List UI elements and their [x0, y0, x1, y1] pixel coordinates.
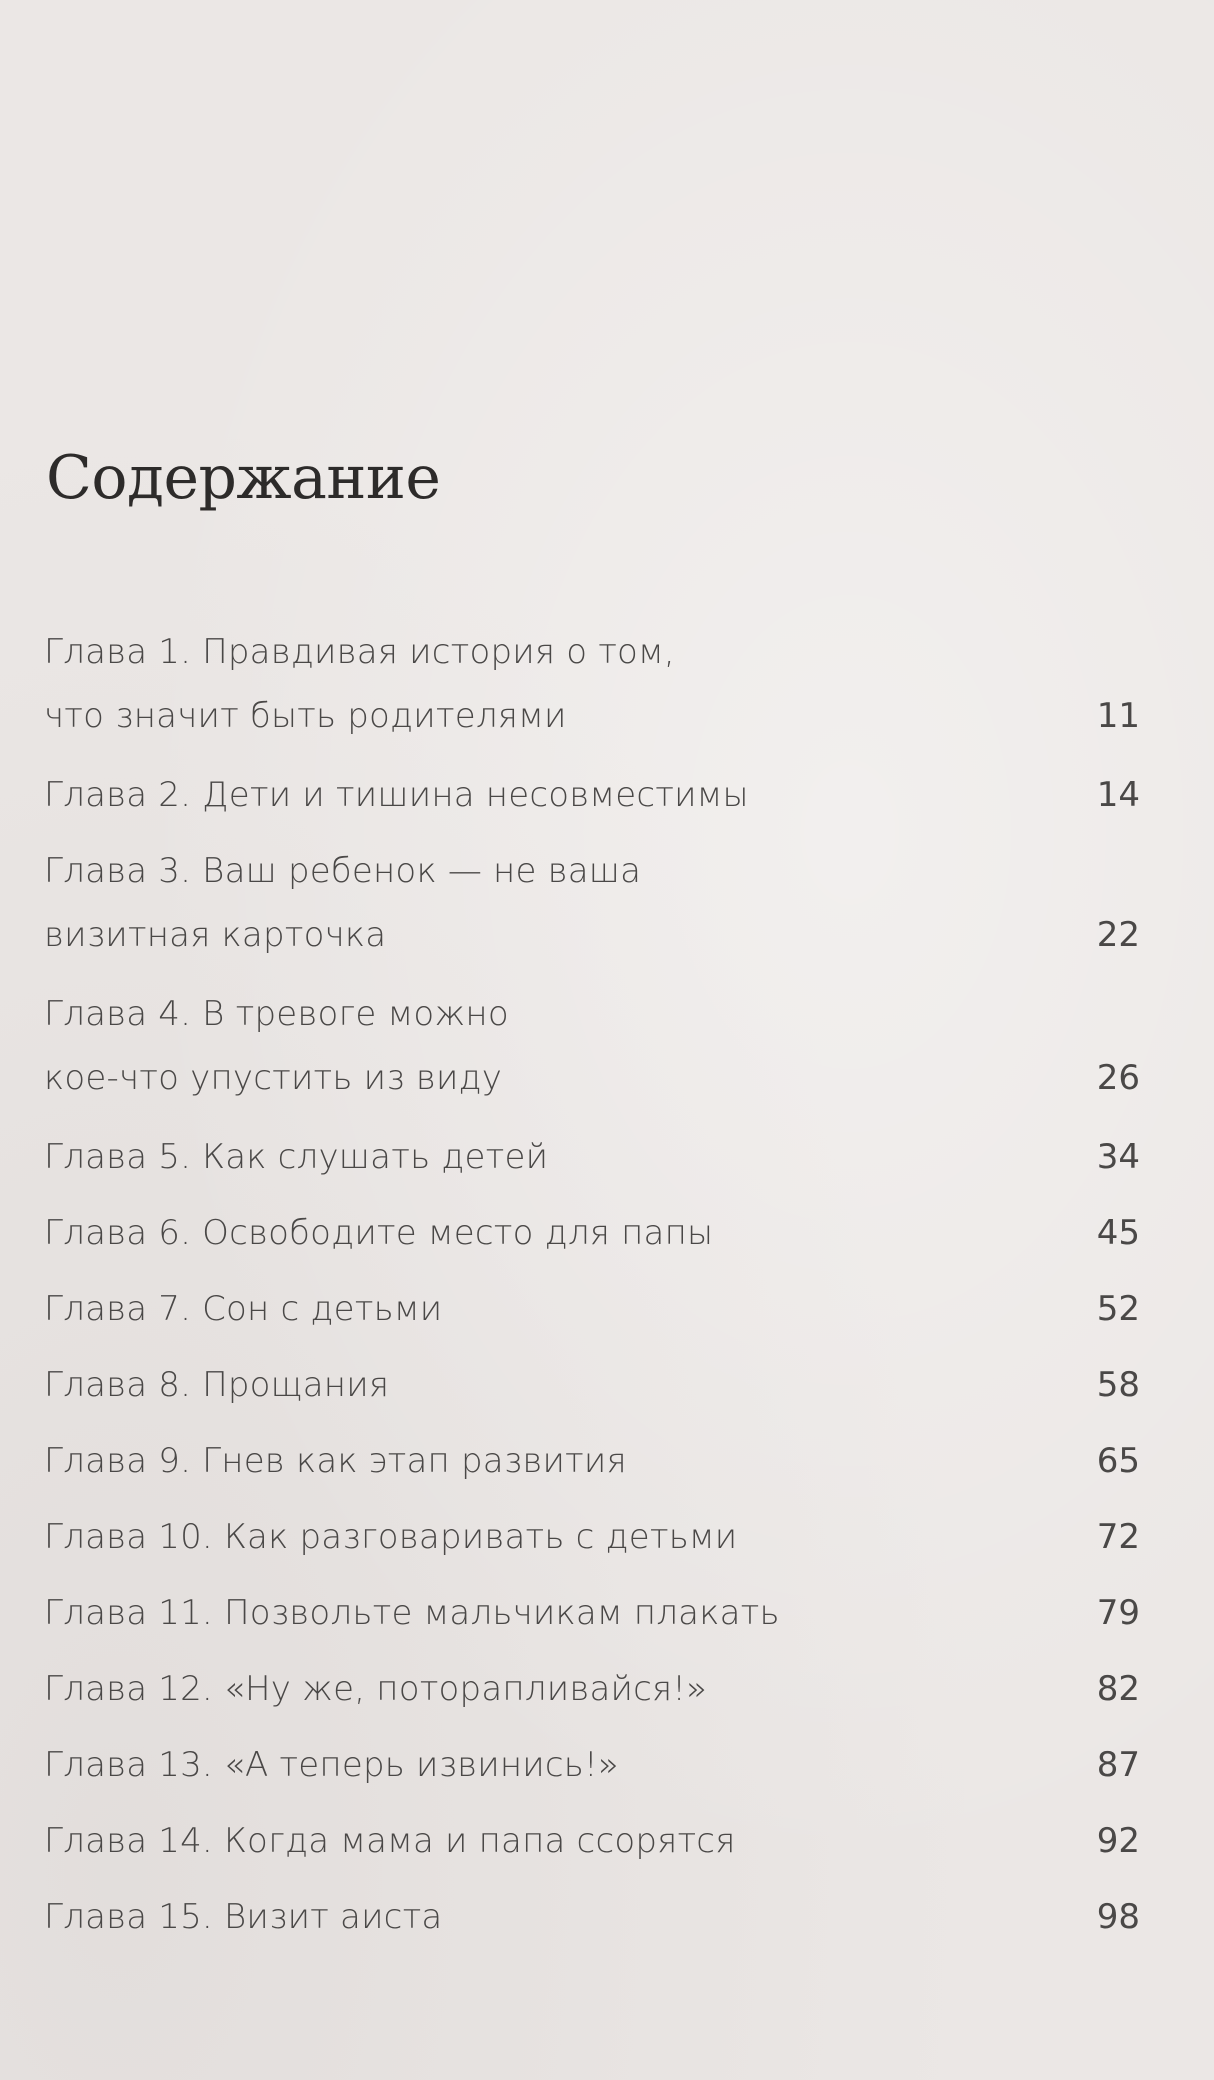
- toc-entry: [44, 620, 1140, 748]
- entry-title: [44, 1505, 944, 1569]
- entry-title-line: Глава 9. Гнев как этап развития: [44, 1441, 627, 1481]
- entry-title: [44, 1429, 944, 1493]
- entry-title-line: Глава 13. «А теперь извинись!»: [44, 1745, 619, 1785]
- entry-title-line: Глава 6. Освободите место для папы: [44, 1213, 714, 1253]
- entry-title: [44, 839, 944, 967]
- toc-entry: [44, 1733, 1140, 1797]
- entry-page-number: 65: [1096, 1441, 1140, 1481]
- entry-page-number: 45: [1096, 1213, 1140, 1253]
- entry-page-number: 14: [1096, 775, 1140, 815]
- toc-entry: [44, 982, 1140, 1110]
- entry-title: [44, 763, 944, 827]
- entry-title-line: Глава 1. Правдивая история о том,: [44, 632, 675, 672]
- entry-page-number: 26: [1096, 1058, 1140, 1098]
- entry-title-line: Глава 5. Как слушать детей: [44, 1137, 549, 1177]
- entry-title-line: Глава 12. «Ну же, поторапливайся!»: [44, 1669, 708, 1709]
- entry-page-number: 58: [1096, 1365, 1140, 1405]
- entry-title: [44, 1809, 944, 1873]
- entry-page-number: 22: [1096, 915, 1140, 955]
- entry-title-line: Глава 4. В тревоге можно: [44, 994, 509, 1034]
- toc-entry: [44, 1277, 1140, 1341]
- toc-entry: [44, 1581, 1140, 1645]
- entry-title: [44, 1125, 944, 1189]
- toc-entry: [44, 1429, 1140, 1493]
- entry-title: [44, 1201, 944, 1265]
- entry-title: [44, 1885, 944, 1949]
- entry-page-number: 34: [1096, 1137, 1140, 1177]
- entry-title-line: что значит быть родителями: [44, 696, 567, 736]
- entry-title: [44, 982, 944, 1110]
- toc-entry: [44, 1657, 1140, 1721]
- entry-page-number: 98: [1096, 1897, 1140, 1937]
- entry-page-number: 11: [1096, 696, 1140, 736]
- entry-title-line: Глава 10. Как разговаривать с детьми: [44, 1517, 738, 1557]
- entry-title-line: Глава 14. Когда мама и папа ссорятся: [44, 1821, 736, 1861]
- entry-title-line: Глава 8. Прощания: [44, 1365, 390, 1405]
- entry-page-number: 72: [1096, 1517, 1140, 1557]
- entry-title: [44, 1581, 944, 1645]
- page-title: Содержание: [46, 443, 441, 513]
- entry-title-line: Глава 11. Позвольте мальчикам плакать: [44, 1593, 780, 1633]
- entry-page-number: 82: [1096, 1669, 1140, 1709]
- entry-title: [44, 1353, 944, 1417]
- entry-title: [44, 620, 944, 748]
- toc-entry: [44, 1885, 1140, 1949]
- entry-page-number: 87: [1096, 1745, 1140, 1785]
- table-of-contents: [44, 620, 1140, 1961]
- entry-title: [44, 1277, 944, 1341]
- toc-entry: [44, 763, 1140, 827]
- entry-page-number: 92: [1096, 1821, 1140, 1861]
- entry-title: [44, 1733, 944, 1797]
- entry-title-line: Глава 2. Дети и тишина несовместимы: [44, 775, 749, 815]
- entry-page-number: 79: [1096, 1593, 1140, 1633]
- toc-entry: [44, 839, 1140, 967]
- entry-title: [44, 1657, 944, 1721]
- entry-title-line: визитная карточка: [44, 915, 387, 955]
- toc-entry: [44, 1809, 1140, 1873]
- toc-entry: [44, 1201, 1140, 1265]
- toc-entry: [44, 1125, 1140, 1189]
- entry-title-line: Глава 15. Визит аиста: [44, 1897, 443, 1937]
- toc-entry: [44, 1353, 1140, 1417]
- entry-page-number: 52: [1096, 1289, 1140, 1329]
- entry-title-line: кое-что упустить из виду: [44, 1058, 503, 1098]
- entry-title-line: Глава 7. Сон с детьми: [44, 1289, 443, 1329]
- entry-title-line: Глава 3. Ваш ребенок — не ваша: [44, 851, 642, 891]
- toc-entry: [44, 1505, 1140, 1569]
